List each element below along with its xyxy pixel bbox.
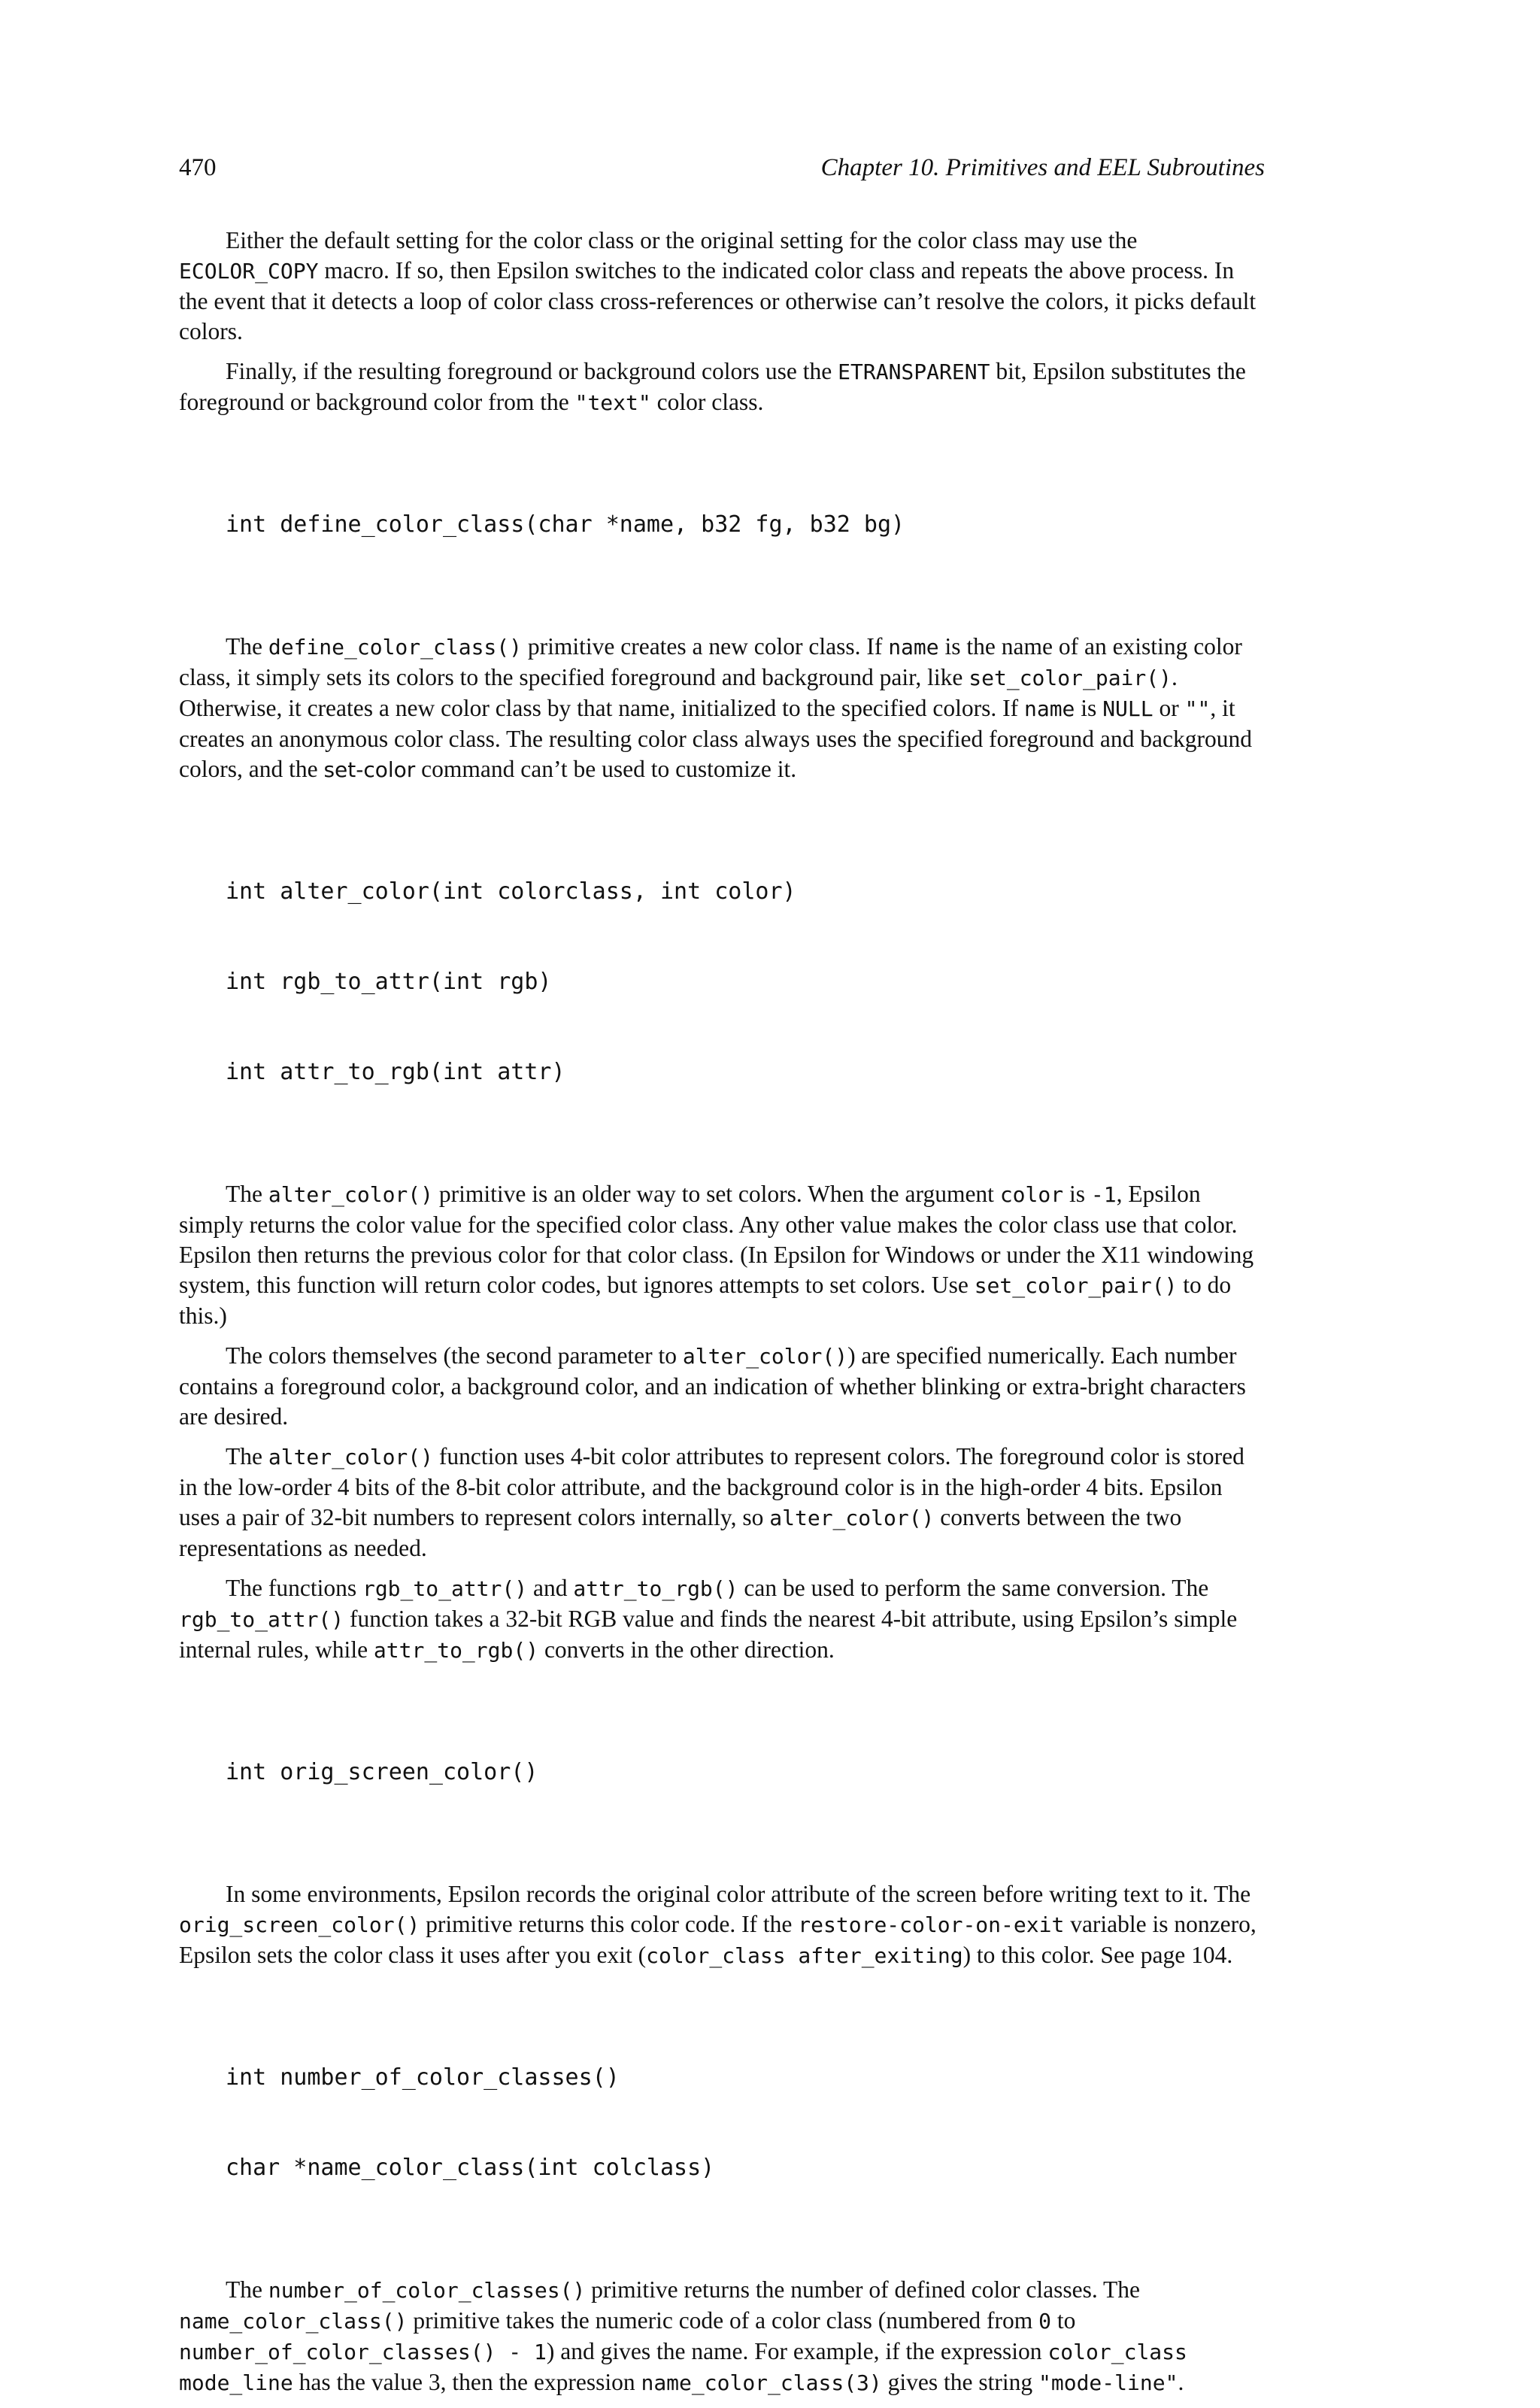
page-number: 470 <box>179 154 217 181</box>
paragraph-rgb-conversion: The functions rgb_to_attr() and attr_to_rgb() can be used to perform the same conversion. The rgb_to_attr() function takes a 32-bit RGB value and finds the nearest 4-bit attribute, using Epsilon’s simple internal rules, while attr_to_rgb() converts in the other direction. <box>179 1575 1238 1663</box>
signature-line: int attr_to_rgb(int attr) <box>226 1059 565 1085</box>
signature-line: int alter_color(int colorclass, int color) <box>226 878 796 905</box>
paragraph-colors-numeric: The colors themselves (the second parameter to alter_color()) are specified numerically. Each number contains a foreground color, a background color, and an indication of whether blinking or extra-bright characters are desired. <box>179 1342 1246 1430</box>
signature-line: int number_of_color_classes() <box>226 2064 620 2091</box>
signature-alter-color-block <box>226 817 1265 1148</box>
signature-orig-screen-color <box>226 1697 1265 1848</box>
signature-line: char *name_color_class(int colclass) <box>226 2155 715 2181</box>
signature-line: int define_color_class(char *name, b32 fg, b32 bg) <box>226 511 905 538</box>
paragraph-alter-color: The alter_color() primitive is an older way to set colors. When the argument color is -1, Epsilon simply returns the color value for the specified color class. Any other value makes the color class use that color. Epsilon then returns the previous color for that color class. (In Epsilon for Windows or under the X11 windowing system, this function will return color codes, but ignores attempts to set colors. Use set_color_pair() to do this.) <box>179 1181 1254 1329</box>
signature-define-color-class <box>226 450 1265 600</box>
paragraph-4bit-attributes: The alter_color() function uses 4-bit color attributes to represent colors. The foreground color is stored in the low-order 4 bits of the 8-bit color attribute, and the background color is in the high-order 4 bits. Epsilon uses a pair of 32-bit numbers to represent colors internally, so alter_color() converts between the two representations as needed. <box>179 1443 1244 1561</box>
command-name: set-color <box>323 757 416 782</box>
page-body <box>179 226 1265 2408</box>
paragraph-ecolor-copy: Either the default setting for the color class or the original setting for the color class may use the ECOLOR_COPY macro. If so, then Epsilon switches to the indicated color class and repeats the above process. In the event that it detects a loop of color class cross-references or otherwise can’t resolve the colors, it picks default colors. <box>179 227 1257 344</box>
paragraph-define-color-class: The define_color_class() primitive creates a new color class. If name is the name of an existing color class, it simply sets its colors to the specified foreground and background pair, like set_color_pair(). Otherwise, it creates a new color class by that name, initialized to the specified colors. If name is NULL or "", it creates an anonymous color class. The resulting color class always uses the specified foreground and background colors, and the set-color command can’t be used to customize it. <box>179 633 1252 782</box>
chapter-title: Chapter 10. Primitives and EEL Subroutines <box>820 154 1265 181</box>
paragraph-etransparent: Finally, if the resulting foreground or background colors use the ETRANSPARENT bit, Epsilon substitutes the foreground or background color from the "text" color class. <box>179 358 1246 415</box>
signature-color-class-names <box>226 2003 1265 2243</box>
paragraph-number-of-color-classes: The number_of_color_classes() primitive returns the number of defined color classes. The name_color_class() primitive takes the numeric code of a color class (numbered from 0 to number_of_color_classes() - 1) and gives the name. For example, if the expression color_class mode_line has the value 3, then the expression name_color_class(3) gives the string "mode-line". <box>179 2276 1187 2395</box>
paragraph-orig-screen-color: In some environments, Epsilon records the original color attribute of the screen before writing text to it. The orig_screen_color() primitive returns this color code. If the restore-color-on-exit variable is nonzero, Epsilon sets the color class it uses after you exit (color_class after_exiting) to this color. See page 104. <box>179 1881 1257 1968</box>
signature-line: int orig_screen_color() <box>226 1759 538 1785</box>
signature-line: int rgb_to_attr(int rgb) <box>226 969 552 995</box>
page-header <box>179 154 1265 192</box>
